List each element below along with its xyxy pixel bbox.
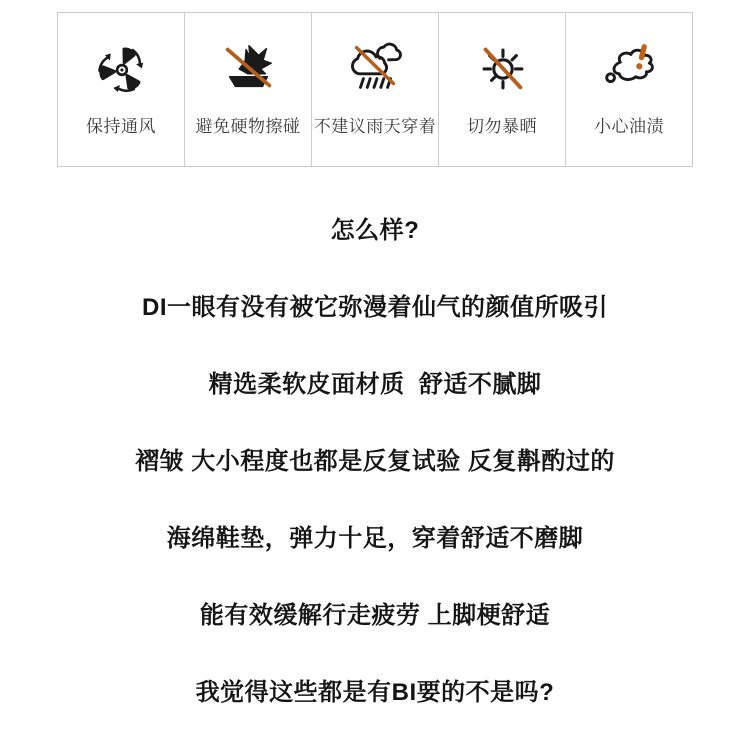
description-line-7: 我觉得这些都是有BI要的不是吗?: [195, 679, 555, 706]
care-instructions-strip: [57, 12, 693, 167]
description-line-5: 海绵鞋垫，弹力十足，穿着舒适不磨脚: [166, 525, 584, 552]
description-line-6: 能有效缓解行走疲劳 上脚梗舒适: [199, 602, 551, 629]
description-line-1: 怎么样?: [330, 217, 420, 244]
description-line-3: 精选柔软皮面材质 舒适不腻脚: [208, 371, 542, 398]
no-rain-icon: [343, 33, 407, 103]
care-card-no-rain: [312, 12, 439, 167]
care-label-no-rain: 不建议雨天穿着: [313, 117, 437, 136]
care-label-no-hard-objects: 避免硬物擦碰: [195, 117, 301, 136]
care-label-ventilation: 保持通风: [86, 117, 156, 136]
description-line-2: DI一眼有没有被它弥漫着仙气的颜值所吸引: [142, 294, 608, 321]
oil-stain-warning-icon: [597, 33, 661, 103]
care-card-no-hard-objects: [185, 12, 312, 167]
fan-icon: [90, 33, 152, 103]
care-label-oil-stain: 小心油渍: [594, 117, 664, 136]
product-description: [0, 189, 750, 728]
no-hard-object-icon: [217, 33, 279, 103]
care-card-no-sun: [439, 12, 566, 167]
care-card-oil-stain: [566, 12, 693, 167]
no-sun-exposure-icon: [471, 33, 533, 103]
care-label-no-sun: 切勿暴晒: [467, 117, 537, 136]
care-card-ventilation: [57, 12, 185, 167]
description-line-4: 褶皱 大小程度也都是反复试验 反复斠酌过的: [135, 448, 615, 475]
